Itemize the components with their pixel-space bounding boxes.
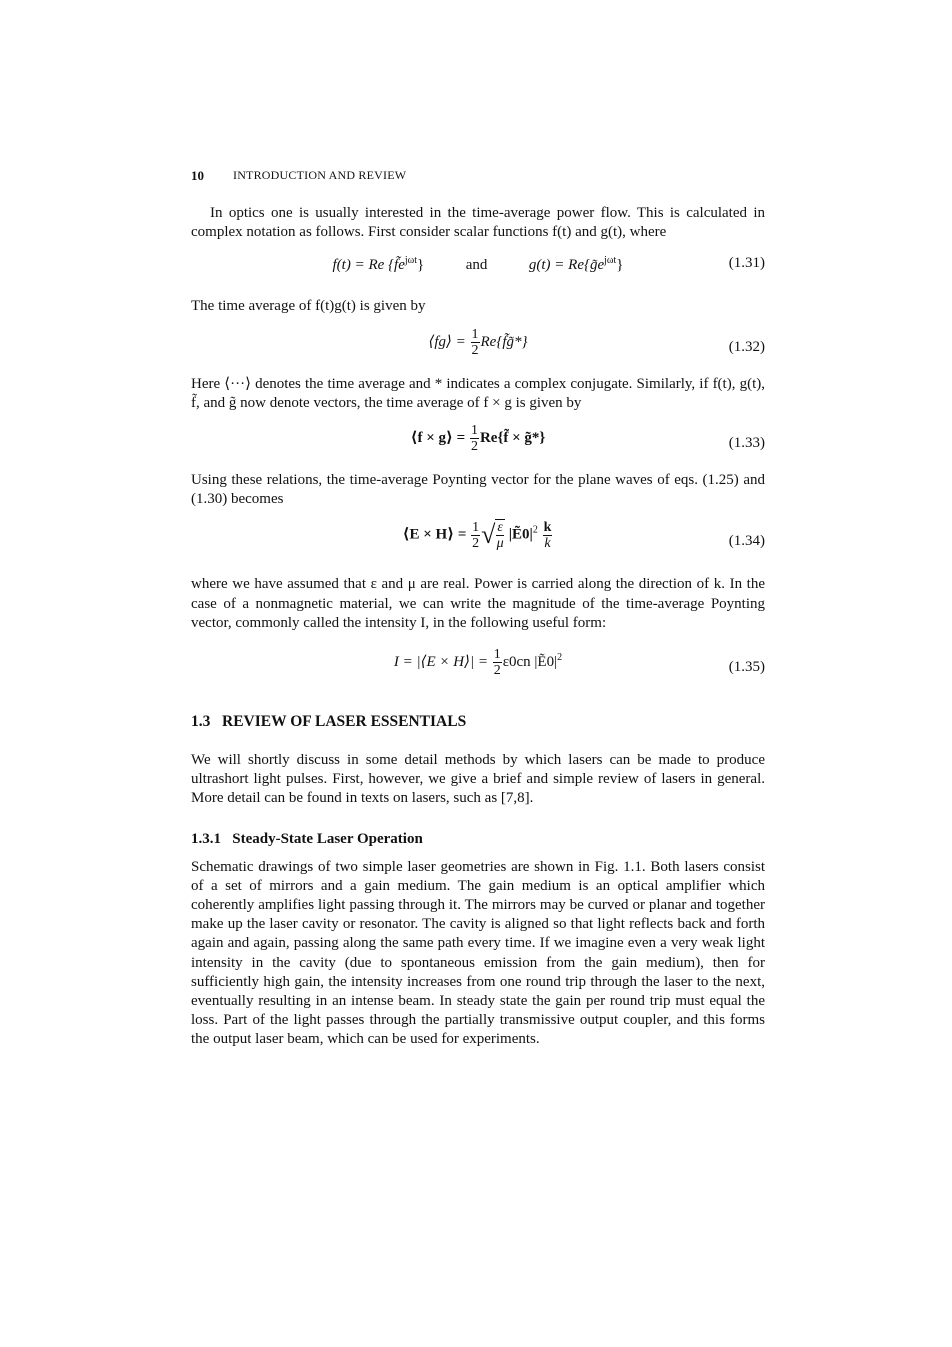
subsection-heading: 1.3.1 Steady-State Laser Operation [191,830,423,847]
eq-1-35-sup: 2 [557,651,563,663]
eq-1-31-sup1: jωt [404,255,417,267]
eq-1-32-rhs: Re{f̃g̃*} [480,333,528,350]
eq-1-34-sup: 2 [532,524,538,536]
running-header [191,164,765,186]
eq-1-33-rhs: Re{f̃ × g̃*} [479,429,546,446]
eq-1-34-k-fraction: $\frac{k}{k}$ [543,519,552,551]
eq-1-34-abs: |Ẽ0| [508,526,533,543]
paragraph-intro: In optics one is usually interested in the time-average power flow. This is calculated in complex notation as follows. First consider scalar functions f(t) and g(t), where [191,205,765,241]
eq-1-32-lhs: ⟨fg⟩ = [428,333,470,350]
paragraph-intensity: where we have assumed that ε and μ are real. Power is carried along the direction of k. In the case of a nonmagnetic material, we can write the magnitude of the time-average Poynting vector, commonly called the intensity I, in the following useful form: [191,576,765,631]
equation-1-34 [191,519,765,565]
eq-1-33-number: (1.33) [728,435,765,452]
eq-1-32-fraction: $\frac{1}{2}$ [471,326,479,358]
equation-1-35 [191,647,765,687]
paragraph-time-average: The time average of f(t)g(t) is given by [191,298,426,315]
section-heading: 1.3 REVIEW OF LASER ESSENTIALS [191,713,467,731]
eq-1-31-sup2: jωt [604,255,617,267]
eq-1-31-lhs: f(t) = Re {f̃e [332,257,405,274]
running-title: INTRODUCTION AND REVIEW [233,168,407,182]
equation-1-33 [191,423,765,463]
eq-1-34-lhs: ⟨E × H⟩ = [402,526,471,543]
page [191,164,765,1050]
equation-1-31 [191,255,765,295]
eq-1-34-fraction: $\frac{1}{2}$ [472,519,480,551]
equation-1-32 [191,327,765,367]
eq-1-35-lhs: I = |⟨E × H⟩| = [393,653,492,670]
eq-1-31-close1: } [417,257,425,274]
paragraph-conjugate: Here ⟨···⟩ denotes the time average and * indicates a complex conjugate. Similarly, if f(t), g(t), f̃, and g̃ now denote vectors, the time average of f × g is given by [191,375,765,411]
eq-1-35-fraction: $\frac{1}{2}$ [493,647,501,679]
eq-1-31-number: (1.31) [728,255,765,272]
eq-1-31-and: and [465,257,488,274]
eq-1-31-close2: } [616,257,624,274]
eq-1-35-number: (1.35) [728,659,765,676]
paragraph-steady-state: Schematic drawings of two simple laser geometries are shown in Fig. 1.1. Both lasers consist of a set of mirrors and a gain medium. The gain medium is an optical amplifier which coherently amplifies light passing through it. The mirrors may be curved or planar and together make up the laser cavity or resonator. The cavity is aligned so that light reflects back and forth again and again, passing along the same path every time. If we imagine even a very weak light intensity in the cavity (due to spontaneous emission from the gain medium), then for sufficiently high gain, the intensity increases from one round trip through the laser to the next, eventually resulting in an intense beam. In steady state the gain per round trip must equal the loss. Part of the light passes through the partially transmissive output coupler, and this forms the output laser beam, which can be used for experiments. [191,858,765,1048]
paragraph-laser-review: We will shortly discuss in some detail methods by which lasers can be made to produce ultrashort light pulses. First, however, we give a brief and simple review of lasers in general. More detail can be found in texts on lasers, such as [7,8]. [191,752,765,807]
eq-1-32-number: (1.32) [728,338,765,355]
eq-1-31-rhs: g(t) = Re{g̃e [528,257,605,274]
eq-1-35-rhs: ε0cn |Ẽ0| [502,653,558,670]
eq-1-34-number: (1.34) [728,533,765,550]
eq-1-33-fraction: $\frac{1}{2}$ [470,423,478,455]
page-number: 10 [191,168,204,183]
eq-1-33-lhs: ⟨f × g⟩ = [410,429,469,446]
paragraph-poynting: Using these relations, the time-average Poynting vector for the plane waves of eqs. (1.25) and (1.30) becomes [191,472,765,508]
eq-1-34-sqrt: √ $\frac{\varepsilon}{\mu}$ [481,520,504,552]
